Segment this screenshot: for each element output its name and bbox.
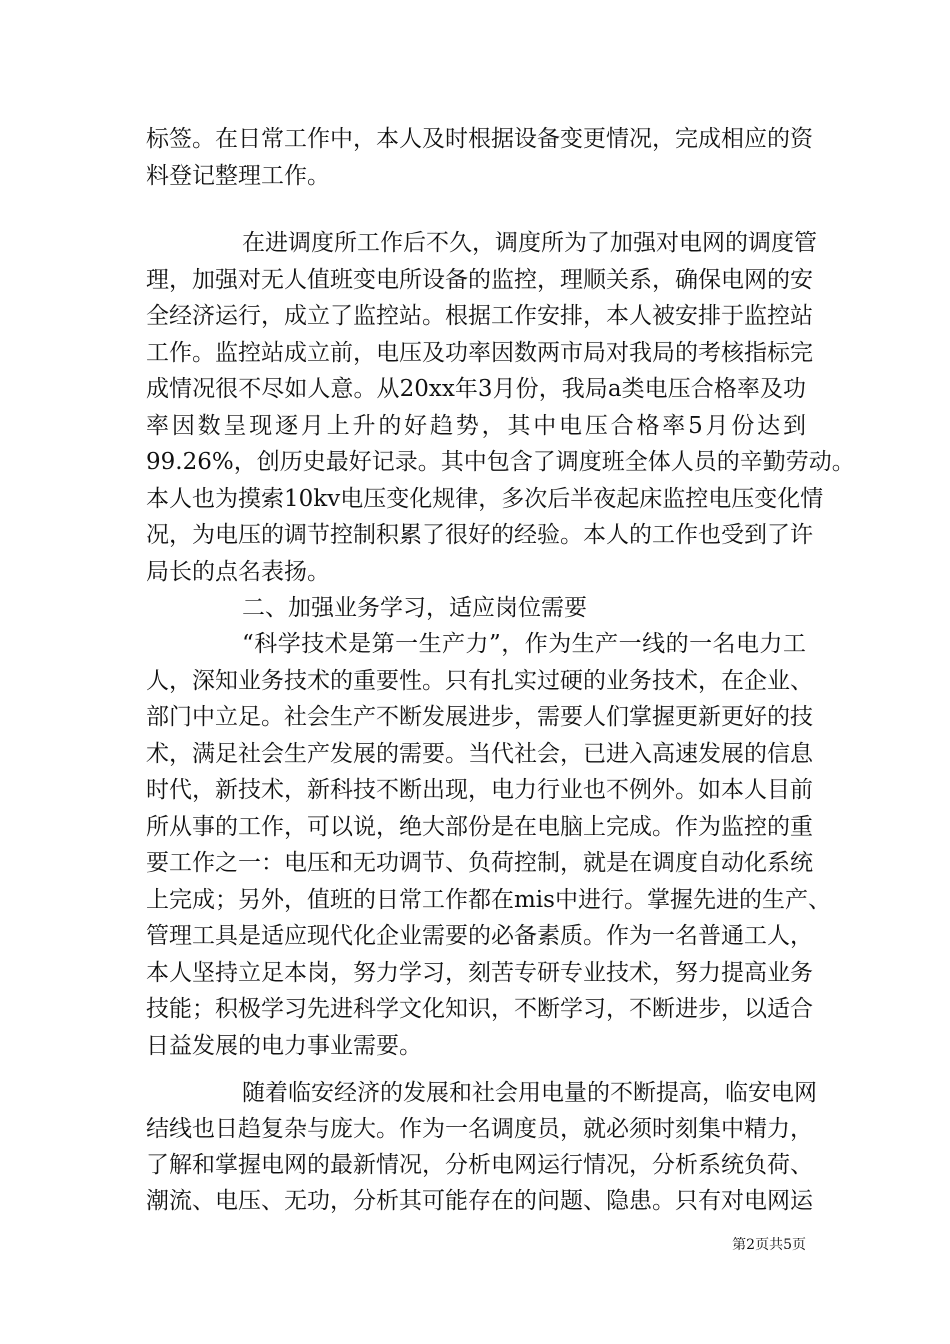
body-text-line: 要工作之一：电压和无功调节、负荷控制，就是在调度自动化系统 [146,850,813,876]
body-text-line: 标签。在日常工作中，本人及时根据设备变更情况，完成相应的资 [146,126,813,152]
body-text-line: 人，深知业务技术的重要性。只有扎实过硬的业务技术，在企业、 [146,668,813,694]
body-text-line: 局长的点名表扬。 [146,559,330,585]
body-text-line: 术，满足社会生产发展的需要。当代社会，已进入高速发展的信息 [146,741,813,767]
section-heading: 二、加强业务学习，适应岗位需要 [242,595,587,621]
body-text-line: 成情况很不尽如人意。从20xx年3月份，我局a类电压合格率及功 [146,376,806,402]
paragraph-first-line: “科学技术是第一生产力”，作为生产一线的一名电力工 [242,631,806,657]
body-text-line: 潮流、电压、无功，分析其可能存在的问题、隐患。只有对电网运 [146,1188,813,1214]
body-text-line: 技能；积极学习先进科学文化知识，不断学习，不断进步，以适合 [146,996,813,1022]
body-text-line: 上完成；另外，值班的日常工作都在mis中进行。掌握先进的生产、 [146,887,831,913]
page-number-footer: 第2页共5页 [732,1237,806,1253]
body-text-line: 理，加强对无人值班变电所设备的监控，理顺关系，确保电网的安 [146,267,813,293]
paragraph-first-line: 随着临安经济的发展和社会用电量的不断提高，临安电网 [242,1080,817,1106]
body-text-line: 所从事的工作，可以说，绝大部份是在电脑上完成。作为监控的重 [146,814,813,840]
body-text-line: 全经济运行，成立了监控站。根据工作安排，本人被安排于监控站 [146,303,813,329]
body-text-line: 部门中立足。社会生产不断发展进步，需要人们掌握更新更好的技 [146,704,813,730]
body-text-line: 了解和掌握电网的最新情况，分析电网运行情况，分析系统负荷、 [146,1152,813,1178]
body-text-line: 况，为电压的调节控制积累了很好的经验。本人的工作也受到了许 [146,522,813,548]
body-text-line: 管理工具是适应现代化企业需要的必备素质。作为一名普通工人， [146,923,813,949]
body-text-line: 率因数呈现逐月上升的好趋势，其中电压合格率5月份达到 [146,413,806,439]
paragraph-first-line: 在进调度所工作后不久，调度所为了加强对电网的调度管 [242,230,817,256]
body-text-line: 本人坚持立足本岗，努力学习，刻苦专研专业技术，努力提高业务 [146,960,813,986]
body-text-line: 结线也日趋复杂与庞大。作为一名调度员，就必须时刻集中精力， [146,1116,813,1142]
body-text-line: 时代，新技术，新科技不断出现，电力行业也不例外。如本人目前 [146,777,813,803]
body-text-line: 本人也为摸索10kv电压变化规律，多次后半夜起床监控电压变化情 [146,486,824,512]
body-text-line: 料登记整理工作。 [146,163,330,189]
body-text-line: 日益发展的电力事业需要。 [146,1033,422,1059]
body-text-line: 99.26%，创历史最好记录。其中包含了调度班全体人员的辛勤劳动。 [146,449,855,475]
body-text-line: 工作。监控站成立前，电压及功率因数两市局对我局的考核指标完 [146,340,813,366]
